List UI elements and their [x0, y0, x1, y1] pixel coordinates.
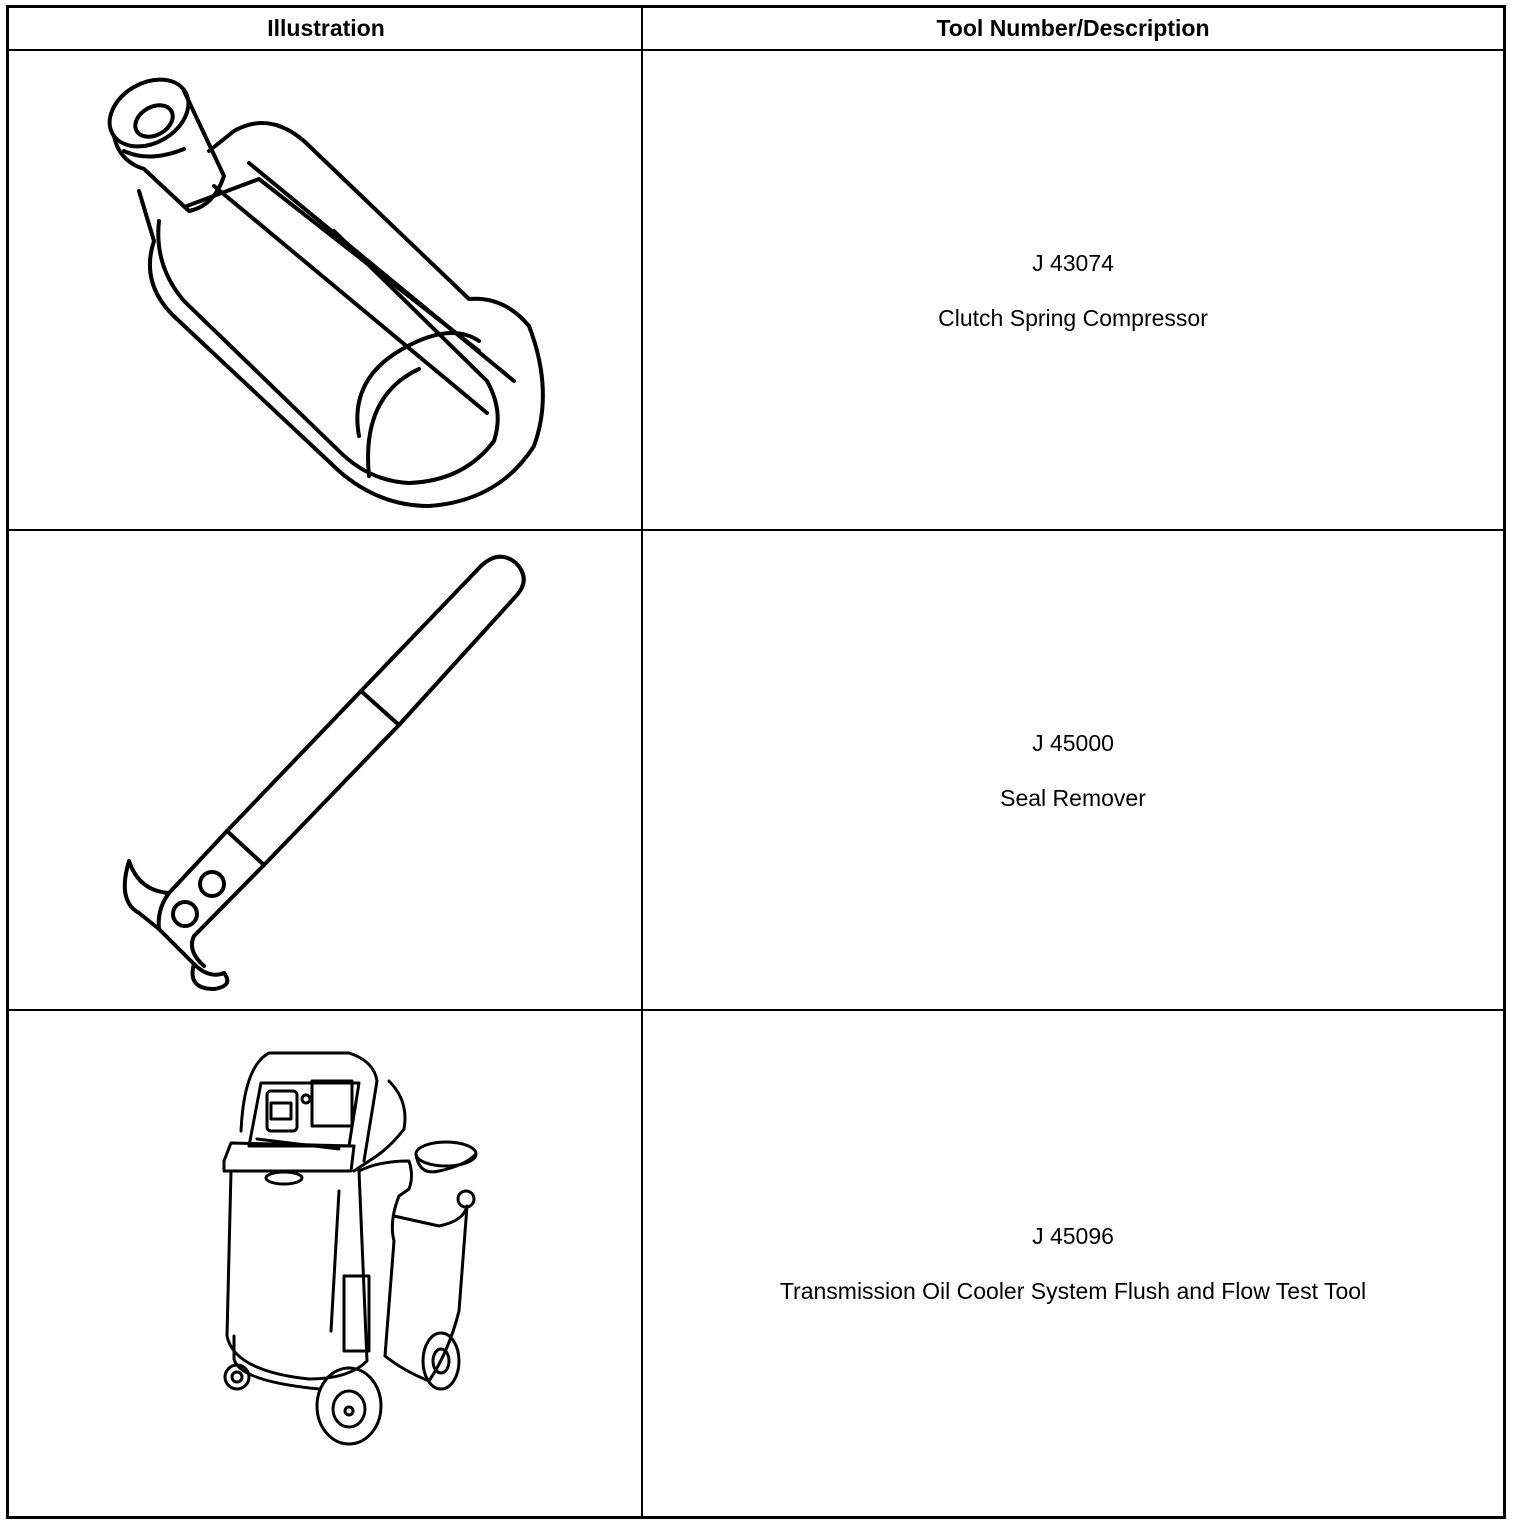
- tool-table: [6, 5, 1506, 1519]
- tool-description: Seal Remover: [1000, 784, 1146, 811]
- table-row: [9, 1011, 1503, 1516]
- tool-description: Transmission Oil Cooler System Flush and Flow Test Tool: [779, 1278, 1367, 1304]
- tool-description: Clutch Spring Compressor: [938, 304, 1208, 331]
- clutch-spring-compressor-illustration: [9, 51, 641, 529]
- tool-description-cell: [643, 51, 1503, 529]
- table-row: [9, 531, 1503, 1011]
- seal-remover-illustration: [9, 531, 641, 1009]
- header-illustration: Illustration: [267, 15, 385, 41]
- table-header: [9, 8, 1503, 51]
- tool-number: J 43074: [1032, 249, 1114, 276]
- header-tool-number-description: Tool Number/Description: [936, 15, 1210, 41]
- flush-flow-test-tool-illustration: [9, 1011, 641, 1516]
- tool-description-cell: [643, 1011, 1503, 1516]
- tool-number: J 45096: [1032, 1223, 1114, 1249]
- table-row: [9, 51, 1503, 531]
- tool-description-cell: [643, 531, 1503, 1009]
- tool-number: J 45000: [1032, 729, 1114, 756]
